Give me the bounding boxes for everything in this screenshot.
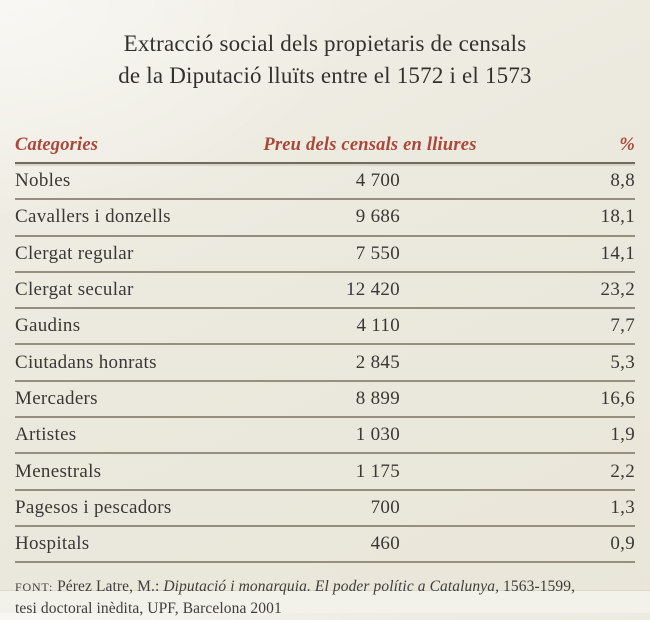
- table-header-row: [15, 132, 635, 164]
- title-line-1: Extracció social dels propietaris de censals: [123, 31, 527, 56]
- category-cell: Hospitals: [15, 533, 90, 555]
- table-row: [15, 237, 635, 273]
- category-cell: Clergat secular: [15, 279, 134, 301]
- percent-cell: 1,9: [610, 424, 635, 446]
- table-row: [15, 200, 635, 236]
- percent-cell: 23,2: [600, 279, 635, 301]
- category-cell: Pagesos i pescadors: [15, 496, 172, 518]
- category-cell: Gaudins: [15, 315, 81, 337]
- source-note-line-1: [15, 576, 635, 598]
- price-cell: 4 700: [355, 170, 400, 192]
- table-row: [15, 273, 635, 309]
- price-cell: 7 550: [355, 242, 400, 264]
- header-categories: Categories: [15, 134, 99, 155]
- price-cell: 700: [370, 496, 400, 518]
- category-cell: Menestrals: [15, 460, 102, 482]
- category-cell: Cavallers i donzells: [15, 206, 171, 228]
- source-author: Pérez Latre, M.:: [57, 578, 160, 596]
- header-percent: %: [619, 134, 635, 155]
- table-row: [15, 309, 635, 345]
- header-price: Preu dels censals en lliures: [263, 134, 477, 155]
- price-cell: 4 110: [356, 315, 400, 337]
- category-cell: Artistes: [15, 424, 77, 446]
- table-row: [15, 164, 635, 200]
- percent-cell: 7,7: [610, 315, 635, 337]
- page-title: [25, 28, 625, 92]
- percent-cell: 2,2: [610, 460, 635, 482]
- title-line-2: de la Diputació lluïts entre el 1572 i el 1573: [118, 63, 532, 88]
- table-row: [15, 418, 635, 454]
- source-work-title: Diputació i monarquia. El poder polític a Catalunya,: [163, 578, 500, 596]
- percent-cell: 5,3: [610, 351, 635, 373]
- price-cell: 1 030: [355, 424, 400, 446]
- censals-table: [15, 132, 635, 563]
- table-row: [15, 345, 635, 381]
- source-note: [15, 576, 635, 620]
- percent-cell: 1,3: [610, 496, 635, 518]
- category-cell: Mercaders: [15, 387, 98, 409]
- percent-cell: 8,8: [610, 170, 635, 192]
- category-cell: Ciutadans honrats: [15, 351, 157, 373]
- price-cell: 12 420: [345, 279, 400, 301]
- category-cell: Clergat regular: [15, 242, 134, 264]
- price-cell: 1 175: [355, 460, 400, 482]
- source-note-line-2: tesi doctoral inèdita, UPF, Barcelona 2001: [15, 600, 282, 618]
- table-row: [15, 527, 635, 563]
- percent-cell: 18,1: [600, 206, 635, 228]
- price-cell: 8 899: [355, 387, 400, 409]
- price-cell: 9 686: [355, 206, 400, 228]
- category-cell: Nobles: [15, 170, 71, 192]
- table-row: [15, 491, 635, 527]
- source-label: FONT:: [15, 580, 54, 595]
- percent-cell: 16,6: [600, 387, 635, 409]
- price-cell: 460: [370, 533, 400, 555]
- percent-cell: 0,9: [610, 533, 635, 555]
- percent-cell: 14,1: [600, 242, 635, 264]
- table-row: [15, 382, 635, 418]
- table-row: [15, 454, 635, 490]
- price-cell: 2 845: [355, 351, 400, 373]
- source-dates: 1563-1599,: [503, 578, 576, 596]
